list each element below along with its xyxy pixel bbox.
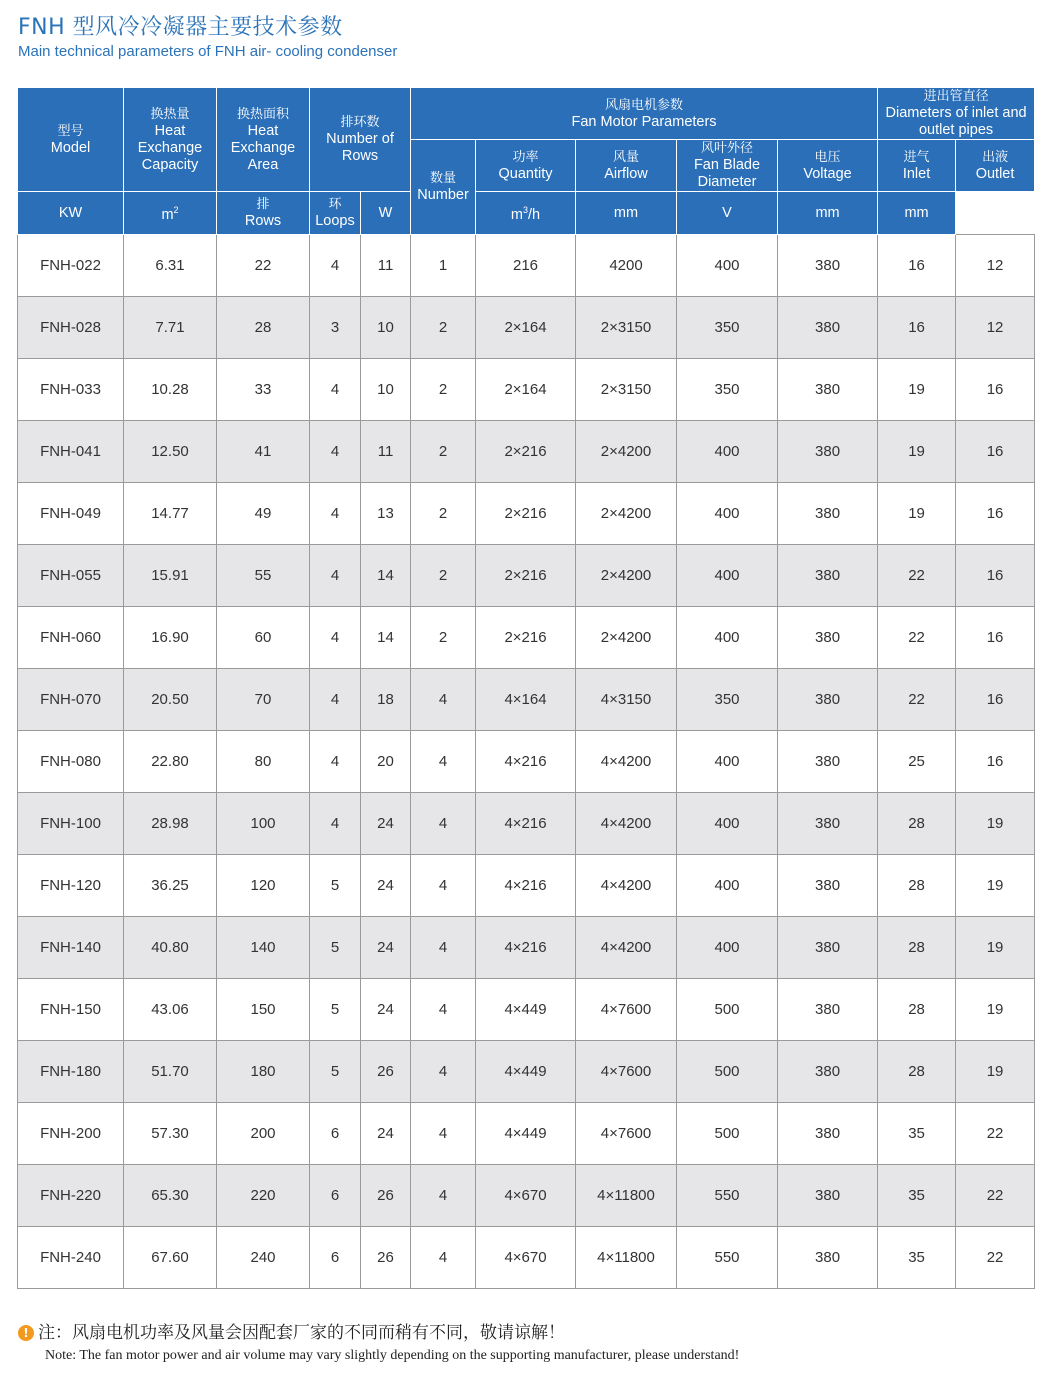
cell-number: 2	[411, 359, 476, 421]
cell-outlet: 16	[956, 483, 1035, 545]
cell-area: 60	[217, 607, 310, 669]
cell-capacity: 12.50	[124, 421, 217, 483]
cell-blade: 500	[677, 1103, 778, 1165]
cell-rows: 3	[310, 297, 361, 359]
cell-model: FNH-041	[18, 421, 124, 483]
spec-table-body	[18, 235, 1035, 1289]
cell-outlet: 19	[956, 793, 1035, 855]
cell-power: 4×449	[476, 979, 576, 1041]
cell-voltage: 380	[778, 235, 878, 297]
cell-model: FNH-022	[18, 235, 124, 297]
cell-capacity: 51.70	[124, 1041, 217, 1103]
cell-inlet: 35	[878, 1103, 956, 1165]
table-row	[18, 545, 1035, 607]
cell-power: 4×216	[476, 917, 576, 979]
cell-airflow: 2×4200	[576, 607, 677, 669]
cell-airflow: 4×7600	[576, 1041, 677, 1103]
cell-inlet: 35	[878, 1165, 956, 1227]
table-row	[18, 235, 1035, 297]
header-capacity: 换热量 Heat Exchange Capacity	[124, 88, 217, 192]
cell-power: 4×164	[476, 669, 576, 731]
cell-airflow: 4×11800	[576, 1227, 677, 1289]
header-outlet: 出液 Outlet	[956, 140, 1035, 192]
cell-voltage: 380	[778, 1165, 878, 1227]
cell-capacity: 14.77	[124, 483, 217, 545]
cell-loops: 10	[361, 297, 411, 359]
header-pipe-group: 进出管直径 Diameters of inlet and outlet pipes	[878, 88, 1035, 140]
cell-inlet: 28	[878, 917, 956, 979]
cell-area: 80	[217, 731, 310, 793]
cell-blade: 400	[677, 483, 778, 545]
table-row	[18, 421, 1035, 483]
cell-model: FNH-060	[18, 607, 124, 669]
cell-airflow: 2×4200	[576, 483, 677, 545]
cell-airflow: 2×3150	[576, 297, 677, 359]
cell-voltage: 380	[778, 297, 878, 359]
cell-voltage: 380	[778, 421, 878, 483]
cell-airflow: 4×3150	[576, 669, 677, 731]
table-row	[18, 1103, 1035, 1165]
cell-number: 2	[411, 545, 476, 607]
cell-model: FNH-033	[18, 359, 124, 421]
cell-model: FNH-055	[18, 545, 124, 607]
table-row	[18, 1041, 1035, 1103]
cell-loops: 14	[361, 607, 411, 669]
table-row	[18, 359, 1035, 421]
unit-voltage: V	[677, 192, 778, 235]
cell-model: FNH-240	[18, 1227, 124, 1289]
cell-loops: 24	[361, 793, 411, 855]
cell-model: FNH-070	[18, 669, 124, 731]
cell-inlet: 22	[878, 669, 956, 731]
cell-power: 2×216	[476, 421, 576, 483]
cell-area: 120	[217, 855, 310, 917]
cell-capacity: 22.80	[124, 731, 217, 793]
cell-outlet: 16	[956, 421, 1035, 483]
cell-blade: 350	[677, 297, 778, 359]
header-voltage: 电压 Voltage	[778, 140, 878, 192]
cell-voltage: 380	[778, 1103, 878, 1165]
table-row	[18, 793, 1035, 855]
cell-voltage: 380	[778, 483, 878, 545]
cell-outlet: 22	[956, 1103, 1035, 1165]
cell-rows: 4	[310, 793, 361, 855]
cell-number: 1	[411, 235, 476, 297]
cell-model: FNH-100	[18, 793, 124, 855]
cell-area: 22	[217, 235, 310, 297]
unit-outlet: mm	[878, 192, 956, 235]
cell-voltage: 380	[778, 979, 878, 1041]
cell-rows: 6	[310, 1103, 361, 1165]
cell-power: 4×216	[476, 731, 576, 793]
spec-table	[17, 87, 1035, 1289]
cell-rows: 5	[310, 917, 361, 979]
cell-rows: 5	[310, 979, 361, 1041]
cell-number: 4	[411, 979, 476, 1041]
cell-model: FNH-120	[18, 855, 124, 917]
cell-voltage: 380	[778, 731, 878, 793]
cell-number: 4	[411, 1041, 476, 1103]
cell-outlet: 16	[956, 359, 1035, 421]
note-cn	[18, 1318, 565, 1343]
cell-loops: 26	[361, 1041, 411, 1103]
cell-capacity: 10.28	[124, 359, 217, 421]
cell-airflow: 4×7600	[576, 979, 677, 1041]
unit-power: W	[361, 192, 411, 235]
table-row	[18, 979, 1035, 1041]
cell-capacity: 36.25	[124, 855, 217, 917]
header-blade: 风叶外径 Fan Blade Diameter	[677, 140, 778, 192]
cell-rows: 4	[310, 421, 361, 483]
cell-area: 33	[217, 359, 310, 421]
cell-inlet: 25	[878, 731, 956, 793]
cell-loops: 14	[361, 545, 411, 607]
cell-capacity: 28.98	[124, 793, 217, 855]
cell-loops: 24	[361, 979, 411, 1041]
cell-inlet: 28	[878, 1041, 956, 1103]
cell-inlet: 19	[878, 483, 956, 545]
cell-number: 4	[411, 1165, 476, 1227]
cell-area: 240	[217, 1227, 310, 1289]
cell-power: 2×216	[476, 483, 576, 545]
cell-number: 2	[411, 421, 476, 483]
cell-number: 2	[411, 297, 476, 359]
cell-number: 4	[411, 731, 476, 793]
cell-capacity: 15.91	[124, 545, 217, 607]
cell-blade: 400	[677, 235, 778, 297]
cell-area: 28	[217, 297, 310, 359]
cell-area: 220	[217, 1165, 310, 1227]
header-rows-group: 排环数 Number of Rows	[310, 88, 411, 192]
cell-model: FNH-150	[18, 979, 124, 1041]
cell-outlet: 19	[956, 917, 1035, 979]
cell-airflow: 4×4200	[576, 731, 677, 793]
header-rows: 排 Rows	[217, 192, 310, 235]
cell-blade: 500	[677, 1041, 778, 1103]
cell-capacity: 20.50	[124, 669, 217, 731]
table-row	[18, 607, 1035, 669]
cell-loops: 24	[361, 1103, 411, 1165]
cell-number: 4	[411, 793, 476, 855]
cell-outlet: 16	[956, 669, 1035, 731]
cell-voltage: 380	[778, 917, 878, 979]
cell-capacity: 57.30	[124, 1103, 217, 1165]
cell-airflow: 4×4200	[576, 793, 677, 855]
table-row	[18, 1227, 1035, 1289]
table-row	[18, 731, 1035, 793]
cell-loops: 13	[361, 483, 411, 545]
cell-inlet: 22	[878, 607, 956, 669]
cell-power: 4×216	[476, 855, 576, 917]
cell-blade: 500	[677, 979, 778, 1041]
cell-airflow: 4×4200	[576, 855, 677, 917]
header-model: 型号 Model	[18, 88, 124, 192]
cell-outlet: 19	[956, 855, 1035, 917]
header-fan-group: 风扇电机参数 Fan Motor Parameters	[411, 88, 878, 140]
cell-loops: 11	[361, 421, 411, 483]
cell-area: 200	[217, 1103, 310, 1165]
cell-area: 49	[217, 483, 310, 545]
cell-airflow: 4×7600	[576, 1103, 677, 1165]
cell-outlet: 22	[956, 1165, 1035, 1227]
cell-inlet: 22	[878, 545, 956, 607]
header-airflow: 风量 Airflow	[576, 140, 677, 192]
cell-rows: 4	[310, 669, 361, 731]
cell-rows: 6	[310, 1165, 361, 1227]
cell-inlet: 28	[878, 855, 956, 917]
cell-rows: 6	[310, 1227, 361, 1289]
cell-inlet: 19	[878, 421, 956, 483]
cell-loops: 26	[361, 1165, 411, 1227]
cell-power: 2×164	[476, 297, 576, 359]
cell-number: 4	[411, 669, 476, 731]
cell-airflow: 2×4200	[576, 545, 677, 607]
cell-capacity: 16.90	[124, 607, 217, 669]
cell-power: 4×449	[476, 1103, 576, 1165]
cell-number: 4	[411, 1103, 476, 1165]
unit-airflow: $m^3/h$	[476, 192, 576, 235]
header-number: 数量 Number	[411, 140, 476, 235]
unit-area: $m^2$	[124, 192, 217, 235]
warning-icon: !	[18, 1325, 34, 1341]
unit-blade: mm	[576, 192, 677, 235]
cell-loops: 24	[361, 855, 411, 917]
cell-loops: 20	[361, 731, 411, 793]
cell-blade: 400	[677, 607, 778, 669]
cell-loops: 24	[361, 917, 411, 979]
cell-outlet: 12	[956, 297, 1035, 359]
cell-power: 2×216	[476, 607, 576, 669]
table-row	[18, 297, 1035, 359]
cell-blade: 400	[677, 917, 778, 979]
cell-model: FNH-180	[18, 1041, 124, 1103]
header-power: 功率 Quantity	[476, 140, 576, 192]
table-row	[18, 483, 1035, 545]
cell-airflow: 2×3150	[576, 359, 677, 421]
cell-voltage: 380	[778, 793, 878, 855]
cell-rows: 4	[310, 731, 361, 793]
cell-rows: 4	[310, 545, 361, 607]
cell-capacity: 43.06	[124, 979, 217, 1041]
cell-power: 2×216	[476, 545, 576, 607]
cell-rows: 5	[310, 855, 361, 917]
cell-voltage: 380	[778, 855, 878, 917]
page-title-cn: FNH 型风冷冷凝器主要技术参数	[18, 15, 343, 40]
cell-number: 4	[411, 855, 476, 917]
cell-voltage: 380	[778, 669, 878, 731]
cell-power: 4×670	[476, 1227, 576, 1289]
cell-outlet: 16	[956, 731, 1035, 793]
table-row	[18, 1165, 1035, 1227]
cell-outlet: 19	[956, 1041, 1035, 1103]
cell-power: 4×216	[476, 793, 576, 855]
cell-inlet: 35	[878, 1227, 956, 1289]
cell-airflow: 4×11800	[576, 1165, 677, 1227]
cell-loops: 18	[361, 669, 411, 731]
cell-capacity: 40.80	[124, 917, 217, 979]
cell-outlet: 19	[956, 979, 1035, 1041]
note-en: Note: The fan motor power and air volume may vary slightly depending on the supporting manufacturer, please understand!	[45, 1348, 740, 1363]
cell-voltage: 380	[778, 607, 878, 669]
cell-blade: 550	[677, 1165, 778, 1227]
note-cn-text: 注：风扇电机功率及风量会因配套厂家的不同而稍有不同，敬请谅解！	[38, 1323, 565, 1343]
cell-inlet: 16	[878, 297, 956, 359]
table-row	[18, 855, 1035, 917]
cell-model: FNH-028	[18, 297, 124, 359]
cell-inlet: 19	[878, 359, 956, 421]
cell-power: 4×670	[476, 1165, 576, 1227]
cell-blade: 350	[677, 359, 778, 421]
cell-outlet: 16	[956, 607, 1035, 669]
cell-inlet: 28	[878, 793, 956, 855]
cell-blade: 400	[677, 731, 778, 793]
cell-voltage: 380	[778, 1227, 878, 1289]
cell-airflow: 2×4200	[576, 421, 677, 483]
cell-area: 100	[217, 793, 310, 855]
header-area: 换热面积 Heat Exchange Area	[217, 88, 310, 192]
header-inlet: 进气 Inlet	[878, 140, 956, 192]
cell-capacity: 7.71	[124, 297, 217, 359]
cell-model: FNH-080	[18, 731, 124, 793]
cell-model: FNH-200	[18, 1103, 124, 1165]
unit-capacity: KW	[18, 192, 124, 235]
cell-outlet: 16	[956, 545, 1035, 607]
cell-model: FNH-049	[18, 483, 124, 545]
cell-power: 216	[476, 235, 576, 297]
cell-outlet: 12	[956, 235, 1035, 297]
cell-area: 41	[217, 421, 310, 483]
cell-rows: 4	[310, 607, 361, 669]
cell-area: 150	[217, 979, 310, 1041]
cell-area: 55	[217, 545, 310, 607]
page-title-en: Main technical parameters of FNH air- cooling condenser	[18, 43, 398, 60]
cell-inlet: 16	[878, 235, 956, 297]
cell-number: 2	[411, 483, 476, 545]
cell-blade: 550	[677, 1227, 778, 1289]
cell-area: 180	[217, 1041, 310, 1103]
cell-model: FNH-220	[18, 1165, 124, 1227]
cell-capacity: 6.31	[124, 235, 217, 297]
cell-voltage: 380	[778, 359, 878, 421]
cell-blade: 350	[677, 669, 778, 731]
cell-blade: 400	[677, 421, 778, 483]
cell-blade: 400	[677, 855, 778, 917]
cell-number: 2	[411, 607, 476, 669]
cell-rows: 4	[310, 483, 361, 545]
table-row	[18, 917, 1035, 979]
cell-number: 4	[411, 917, 476, 979]
cell-inlet: 28	[878, 979, 956, 1041]
cell-blade: 400	[677, 793, 778, 855]
cell-rows: 4	[310, 359, 361, 421]
cell-loops: 10	[361, 359, 411, 421]
cell-rows: 5	[310, 1041, 361, 1103]
cell-power: 4×449	[476, 1041, 576, 1103]
cell-outlet: 22	[956, 1227, 1035, 1289]
cell-blade: 400	[677, 545, 778, 607]
cell-model: FNH-140	[18, 917, 124, 979]
cell-rows: 4	[310, 235, 361, 297]
header-loops: 环 Loops	[310, 192, 361, 235]
cell-capacity: 65.30	[124, 1165, 217, 1227]
cell-voltage: 380	[778, 545, 878, 607]
unit-inlet: mm	[778, 192, 878, 235]
table-row	[18, 669, 1035, 731]
cell-loops: 11	[361, 235, 411, 297]
cell-area: 140	[217, 917, 310, 979]
cell-capacity: 67.60	[124, 1227, 217, 1289]
cell-number: 4	[411, 1227, 476, 1289]
cell-power: 2×164	[476, 359, 576, 421]
cell-voltage: 380	[778, 1041, 878, 1103]
cell-airflow: 4×4200	[576, 917, 677, 979]
cell-airflow: 4200	[576, 235, 677, 297]
cell-loops: 26	[361, 1227, 411, 1289]
cell-area: 70	[217, 669, 310, 731]
